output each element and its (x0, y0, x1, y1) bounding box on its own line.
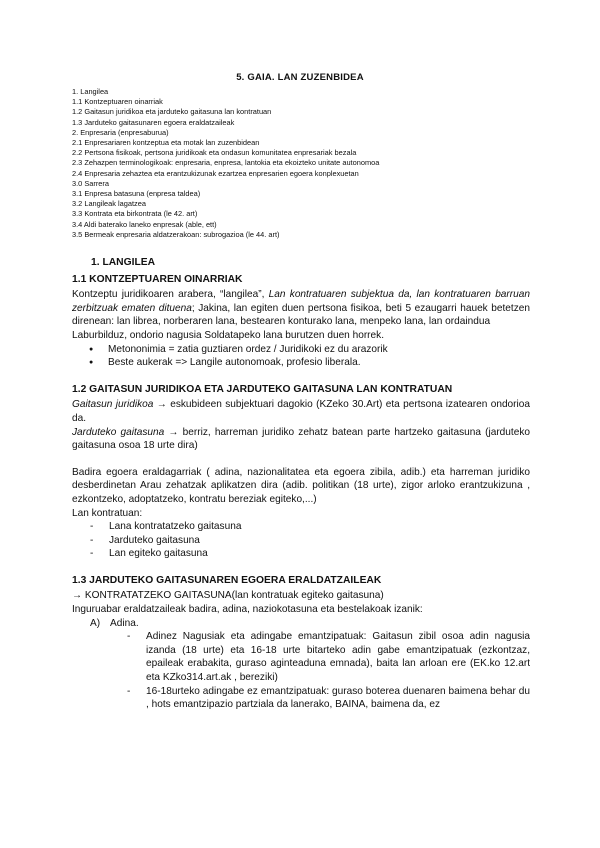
toc-item: 1.3 Jarduteko gaitasunaren egoera eraldatzaileak (72, 117, 235, 127)
toc-item: 2.3 Zehazpen terminologikoak: enpresaria, enpresa, lantokia eta ekoizteko unitate autonomoa (72, 158, 380, 168)
paragraph-text: (lan kontratuak egiteko gaitasuna) (231, 590, 384, 602)
alpha-marker: A) (90, 617, 101, 629)
toc-item: 2.4 Enpresaria zehaztea eta erantzukizunak ezartzea enpresarien egoera konplexuetan (72, 168, 359, 178)
document-body (72, 256, 530, 712)
paragraph-text: Kontzeptu juridikoaren arabera, “langilea”, (72, 289, 269, 301)
age-dash-list (72, 630, 530, 712)
dash-item: - Lana kontratatzeko gaitasuna (72, 520, 530, 534)
toc-item: 1.2 Gaitasun juridikoa eta jarduteko gaitasuna lan kontratuan (72, 107, 272, 117)
subsection-heading-1-1: 1.1 KONTZEPTUAREN OINARRIAK (72, 273, 243, 285)
dash-item: - Jarduteko gaitasuna (72, 534, 530, 548)
alpha-item (72, 617, 530, 631)
toc-item: 1. Langilea (72, 87, 109, 96)
bullet-item: ● Beste aukerak => Langile autonomoak, profesio liberala. (72, 356, 530, 370)
paragraph-juridical-capacity (72, 398, 530, 425)
dash-item: - Lan egiteko gaitasuna (72, 547, 530, 561)
toc-item: 3.3 Kontrata eta birkontrata (le 42. art) (72, 209, 198, 219)
paragraph-summary: Laburbilduz, ondorio nagusia Soldatapeko lana burutzen duen horrek. (72, 329, 385, 341)
table-of-contents (72, 87, 542, 240)
toc-item: 3.0 Sarrera (72, 178, 109, 188)
paragraph-circumstances: Inguruabar eraldatzaileak badira, adina, naziokotasuna eta bestelakoak izanik: (72, 604, 423, 616)
term-italic: Gaitasun juridikoa (72, 399, 154, 411)
paragraph-concept (72, 288, 530, 329)
paragraph-contract-capacity (72, 589, 530, 603)
subsection-heading-1-2: 1.2 GAITASUN JURIDIKOA ETA JARDUTEKO GAITASUNA LAN KONTRATUAN (72, 383, 453, 395)
bullet-item: ● Metononimia = zatia guztiaren ordez / Juridikoki ez du arazorik (72, 343, 530, 357)
paragraph-text: → eskubideen subjektuari dagokio (KZeko 30.Art) eta pertsona izatearen ondorioa da. (72, 399, 530, 424)
paragraph-text: → berriz, harreman juridiko zehatz batean parte hartzeko gaitasuna (jarduteko gaitasuna osoa 18 urte dira) (72, 426, 530, 452)
caps-text: → KONTRATATZEKO GAITASUNA (72, 590, 232, 602)
dash-list (72, 520, 530, 561)
toc-item: 2.2 Pertsona fisikoak, pertsona juridikoak eta ondasun komunitatea enpresariak bezala (72, 148, 357, 158)
paragraph-text: ; Jakina, lan egiten duen pertsona fisikoa, beti 5 ezaugarri hauek betetzen direnean: lan librea, norberaren lana, bestearen konturako lana, menpeko lana, lan ordaindua (72, 302, 530, 328)
paragraph-contract-label: Lan kontratuan: (72, 507, 143, 519)
paragraph-transforming-states: Badira egoera eraldagarriak ( adina, nazionalitatea eta egoera zibila, adib.) eta harreman juridiko desberdinetan Arau zehatzak aplikatzen dira (adib. politikan (18 urte), zigor arloko erantzukizuna , ezkontzeko, adoptatzeko, kontratu bereziak egiteko,...) (72, 466, 530, 505)
toc-item: 3.4 Aldi baterako laneko enpresak (able, ett) (72, 219, 217, 229)
toc-item: 2. Enpresaria (enpresaburua) (72, 127, 169, 137)
toc-item: 3.2 Langileak lagatzea (72, 199, 146, 209)
bullet-list (72, 343, 530, 370)
document-title: 5. GAIA. LAN ZUZENBIDEA (236, 72, 364, 83)
alpha-label: Adina. (110, 617, 139, 629)
toc-item: 1.1 Kontzeptuaren oinarriak (72, 97, 163, 107)
age-dash-item: - 16-18urteko adingabe ez emantzipatuak: guraso boterea duenaren baimena behar du , hots emantzipazio partziala da lanerako, BAINA, baimena da, ez (72, 685, 530, 712)
term-italic: Jarduteko gaitasuna (72, 426, 165, 438)
toc-item: 3.1 Enpresa batasuna (enpresa taldea) (72, 189, 201, 199)
age-dash-item: - Adinez Nagusiak eta adingabe emantzipatuak: Gaitasun zibil osoa adin nagusia izanda (18 urte) eta 16-18 urte bitarteko adin gabe emantzipatuak (ezkontzaz, epaileak erabakita, guraso aginteaduna emnada), baita lan arloan ere (EK.ko 12.art eta KZko314.art.ak , bereziki) (72, 630, 530, 684)
section-heading-langilea: 1. LANGILEA (91, 257, 156, 268)
toc-item: 3.5 Bermeak enpresaria aldatzerakoan: subrogazioa (le 44. art) (72, 229, 280, 239)
paragraph-italic-text: Lan kontratuaren subjektua da, lan kontratuaren barruan zerbitzuak ematen dituena (72, 289, 530, 314)
subsection-heading-1-3: 1.3 JARDUTEKO GAITASUNAREN EGOERA ERALDATZAILEAK (72, 574, 382, 586)
toc-item: 2.1 Enpresariaren kontzeptua eta motak lan zuzenbidean (72, 138, 260, 148)
paragraph-acting-capacity (72, 426, 530, 453)
